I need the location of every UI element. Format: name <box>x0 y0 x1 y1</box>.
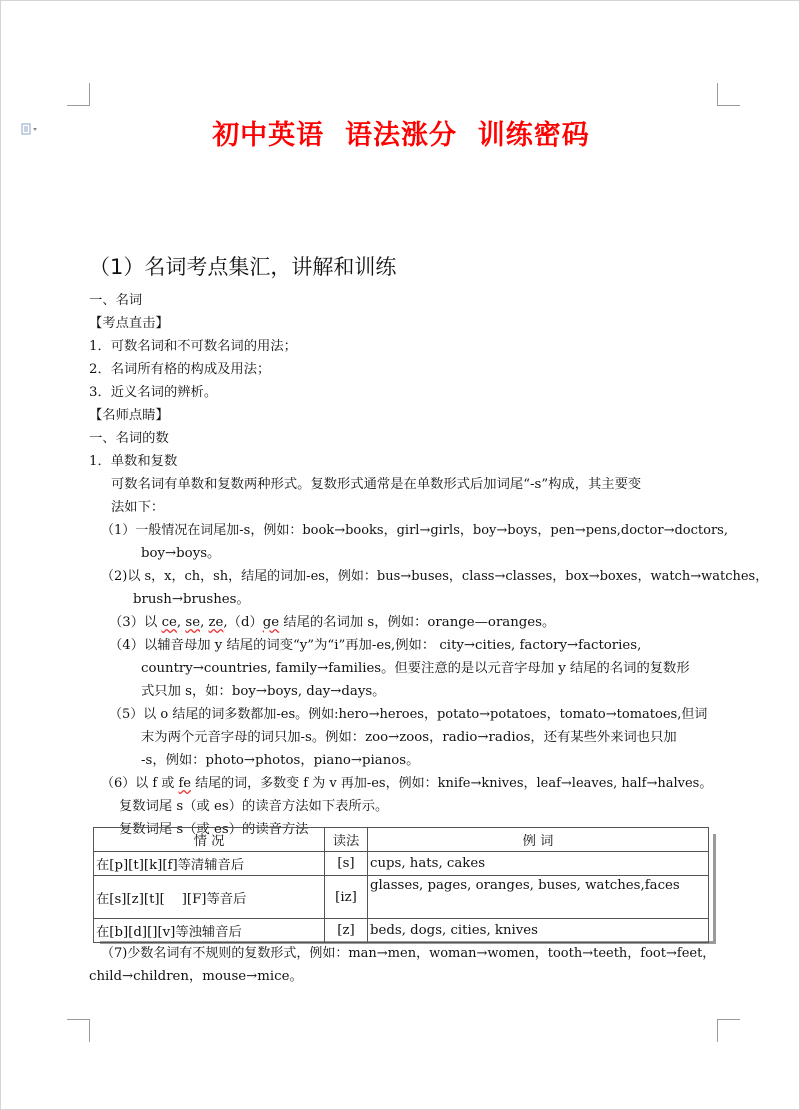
table-header-cell: 例 词 <box>368 828 709 852</box>
table-caption: 复数词尾 s（或 es）的读音方法 <box>119 822 309 837</box>
subsection-label: 【考点直击】 <box>89 316 169 331</box>
subsection-label: 【名师点睛】 <box>89 408 169 423</box>
spellcheck-word: ze <box>208 615 224 630</box>
point-item: 1．可数名词和不可数名词的用法； <box>89 339 297 354</box>
table-row <box>94 852 709 876</box>
rule-line: （6）以 f 或 fe 结尾的词，多数变 f 为 v 再加-es，例如：knife→knives，leaf→leaves, half→halves。 <box>101 776 713 791</box>
point-item: 1．单数和复数 <box>89 454 178 469</box>
table-row <box>94 919 709 943</box>
rule-line: brush→brushes。 <box>133 592 250 607</box>
plural-pronunciation-table <box>93 827 709 943</box>
table-header-cell: 读法 <box>325 828 368 852</box>
table-cell: [iz] <box>325 876 368 919</box>
point-item: 2．名词所有格的构成及用法； <box>89 362 271 377</box>
table-cell: glasses, pages, oranges, buses, watches,faces <box>368 876 709 919</box>
table-cell: 在[p][t][k][f]等清辅音后 <box>94 852 325 876</box>
spellcheck-word: fe <box>178 776 191 791</box>
rule-line: （5）以 o 结尾的词多数都加-es。例如:hero→heroes，potato→potatoes，tomato→tomatoes,但词 <box>109 707 708 722</box>
spellcheck-word: ge <box>262 615 280 630</box>
table-row <box>94 876 709 919</box>
rule-line: （3）以 ce, se, ze,（d）ge 结尾的名词加 s，例如：orange—oranges。 <box>109 615 556 630</box>
rule-line: （4）以辅音母加 y 结尾的词变“y”为“i”再加-es,例如： city→cities, factory→factories, <box>109 638 642 653</box>
spellcheck-word: se <box>185 615 201 630</box>
paragraph-line: 复数词尾 s（或 es）的读音方法如下表所示。 <box>119 799 389 814</box>
rule-line: child→children，mouse→mice。 <box>89 969 303 984</box>
rule-line: country→countries, family→families。但要注意的是以元音字母加 y 结尾的名词的复数形 <box>141 661 690 676</box>
paragraph-line: 可数名词有单数和复数两种形式。复数形式通常是在单数形式后加词尾“-s”构成，其主要变 <box>111 477 642 492</box>
table-cell: [z] <box>325 919 368 943</box>
table-cell: [s] <box>325 852 368 876</box>
table-cell: 在[s][z][t][ ][F]等音后 <box>94 876 325 919</box>
section-label: 一、名词 <box>89 293 143 308</box>
rule-line: 式只加 s，如：boy→boys, day→days。 <box>141 684 386 699</box>
margin-corner-top-left <box>67 83 90 106</box>
margin-corner-top-right <box>717 83 740 106</box>
spellcheck-word: ce <box>161 615 177 630</box>
table-header-cell: 情 况 <box>94 828 325 852</box>
margin-corner-bottom-left <box>67 1019 90 1042</box>
table-cell: 在[b][d][][v]等浊辅音后 <box>94 919 325 943</box>
document-title: 初中英语 语法涨分 训练密码 <box>212 120 590 151</box>
table-cell: beds, dogs, cities, knives <box>368 919 709 943</box>
rule-line: （7)少数名词有不规则的复数形式，例如：man→men，woman→women，tooth→teeth，foot→feet， <box>101 946 716 961</box>
margin-corner-bottom-right <box>717 1019 740 1042</box>
section-heading: （1）名词考点集汇，讲解和训练 <box>89 255 397 279</box>
point-item: 3．近义名词的辨析。 <box>89 385 218 400</box>
paragraph-line: 法如下： <box>111 500 165 515</box>
rule-line: boy→boys。 <box>141 546 221 561</box>
section-label: 一、名词的数 <box>89 431 169 446</box>
rule-line: -s，例如：photo→photos，piano→pianos。 <box>141 753 420 768</box>
table-header-row <box>94 828 709 852</box>
rule-line: （2)以 s，x，ch，sh，结尾的词加-es，例如：bus→buses，class→classes，box→boxes，watch→watches， <box>101 569 769 584</box>
rule-line: 末为两个元音字母的词只加-s。例如：zoo→zoos，radio→radios，还有某些外来词也只加 <box>141 730 677 745</box>
rule-line: （1）一般情况在词尾加-s，例如：book→books，girl→girls，boy→boys，pen→pens,doctor→doctors, <box>101 523 728 538</box>
table-cell: cups, hats, cakes <box>368 852 709 876</box>
